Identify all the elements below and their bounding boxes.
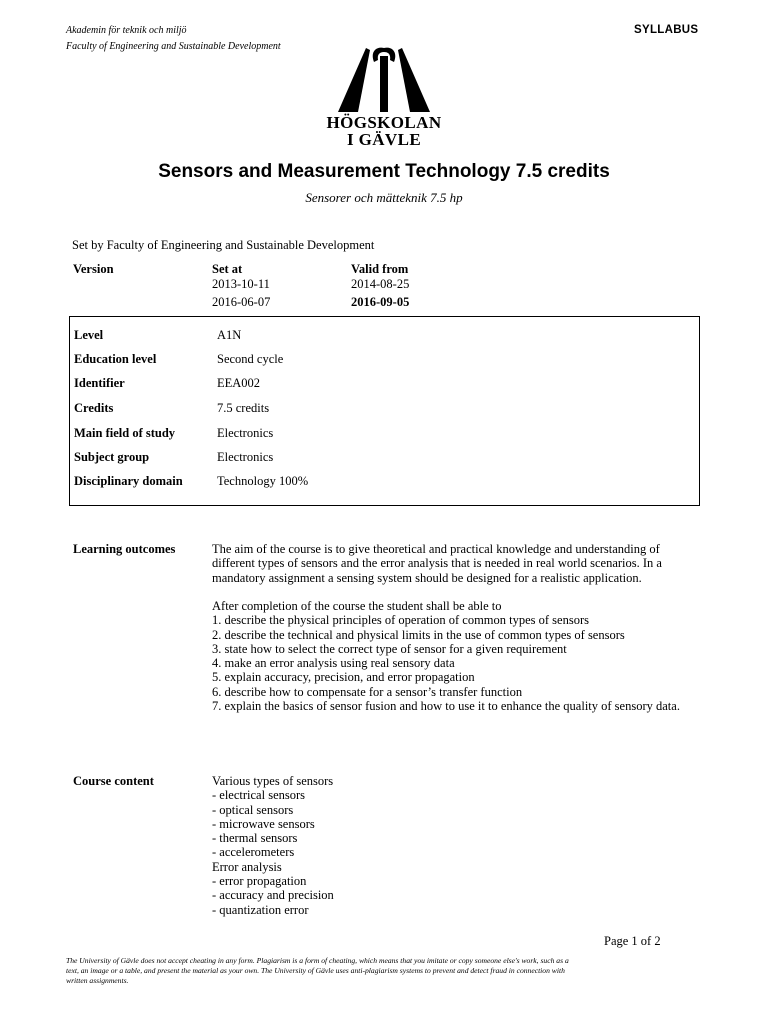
learning-outcomes-list <box>212 599 712 713</box>
outcome-item: 5. explain accuracy, precision, and error propagation <box>212 670 475 685</box>
content-line: - microwave sensors <box>212 816 315 831</box>
version-row-1-set-at: 2013-10-11 <box>212 277 270 291</box>
info-label-subject-group: Subject group <box>74 450 150 464</box>
version-row-2-valid-from: 2016-09-05 <box>351 295 410 309</box>
footer-line: The University of Gävle does not accept cheating in any form. Plagiarism is a form of cheating, which means that you imitate or copy someone else's work, such as a <box>66 956 569 965</box>
info-label-education-level: Education level <box>74 352 157 366</box>
info-label-main-field: Main field of study <box>74 426 176 440</box>
logo-line-1: HÖGSKOLAN <box>326 113 442 132</box>
content-line: Error analysis <box>212 859 282 874</box>
content-line: - quantization error <box>212 902 309 917</box>
info-value-credits: 7.5 credits <box>217 401 270 415</box>
info-label-credits: Credits <box>74 401 114 415</box>
logo-line-2: I GÄVLE <box>346 130 422 149</box>
info-value-level: A1N <box>217 328 242 342</box>
version-header: Version <box>73 262 114 276</box>
academy-name: Akademin för teknik och miljö <box>66 25 187 36</box>
content-line: - thermal sensors <box>212 831 298 846</box>
content-line: - error propagation <box>212 874 307 889</box>
valid-from-header: Valid from <box>351 262 409 276</box>
learning-outcomes-heading: Learning outcomes <box>73 542 176 556</box>
course-content-heading: Course content <box>73 774 154 788</box>
outcome-item: 7. explain the basics of sensor fusion and how to use it to enhance the quality of sensory data. <box>212 699 680 714</box>
info-value-subject-group: Electronics <box>217 450 274 464</box>
footer-line: text, an image or a table, and present the material as your own. The University of Gävle uses anti-plagiarism systems to prevent and detect fraud in connection with <box>66 966 565 975</box>
outcome-item: 3. state how to select the correct type of sensor for a given requirement <box>212 641 567 656</box>
info-label-disciplinary-domain: Disciplinary domain <box>74 474 183 488</box>
document-type: SYLLABUS <box>634 24 699 36</box>
content-line: - accelerometers <box>212 845 295 860</box>
info-label-identifier: Identifier <box>74 376 125 390</box>
intro-line: mandatory assignment a sensing system should be designed for a realistic application. <box>212 570 642 585</box>
info-label-level: Level <box>74 328 104 342</box>
intro-line: The aim of the course is to give theoretical and practical knowledge and understanding of <box>212 542 660 556</box>
course-title: Sensors and Measurement Technology 7.5 credits <box>158 161 610 182</box>
content-line: - electrical sensors <box>212 788 306 803</box>
info-value-identifier: EEA002 <box>217 376 261 390</box>
learning-outcomes-intro <box>212 542 712 585</box>
page-number: Page 1 of 2 <box>604 934 661 948</box>
content-line: Various types of sensors <box>212 774 334 788</box>
set-at-header: Set at <box>212 262 243 276</box>
outcome-item: 2. describe the technical and physical limits in the use of common types of sensors <box>212 627 625 642</box>
info-value-education-level: Second cycle <box>217 352 284 366</box>
content-line: - optical sensors <box>212 802 294 817</box>
intro-line: different types of sensors and the error analysis that is needed in real world scenarios. In a <box>212 556 662 571</box>
version-row-2-set-at: 2016-06-07 <box>212 295 271 309</box>
outcome-item: 6. describe how to compensate for a sensor’s transfer function <box>212 684 523 699</box>
version-row-1-valid-from: 2014-08-25 <box>351 277 410 291</box>
info-value-main-field: Electronics <box>217 426 274 440</box>
info-value-disciplinary-domain: Technology 100% <box>217 474 309 488</box>
outcomes-lead: After completion of the course the student shall be able to <box>212 599 502 613</box>
course-content-list <box>212 774 612 917</box>
outcome-item: 4. make an error analysis using real sensory data <box>212 656 455 671</box>
course-subtitle: Sensorer och mätteknik 7.5 hp <box>305 190 463 205</box>
outcome-item: 1. describe the physical principles of operation of common types of sensors <box>212 613 589 628</box>
footer-line: written assignments. <box>66 976 129 985</box>
university-logo <box>332 44 436 114</box>
content-line: - accuracy and precision <box>212 888 334 903</box>
set-by: Set by Faculty of Engineering and Sustainable Development <box>72 238 375 252</box>
faculty-name: Faculty of Engineering and Sustainable Development <box>66 41 281 52</box>
plagiarism-footer <box>66 956 716 986</box>
